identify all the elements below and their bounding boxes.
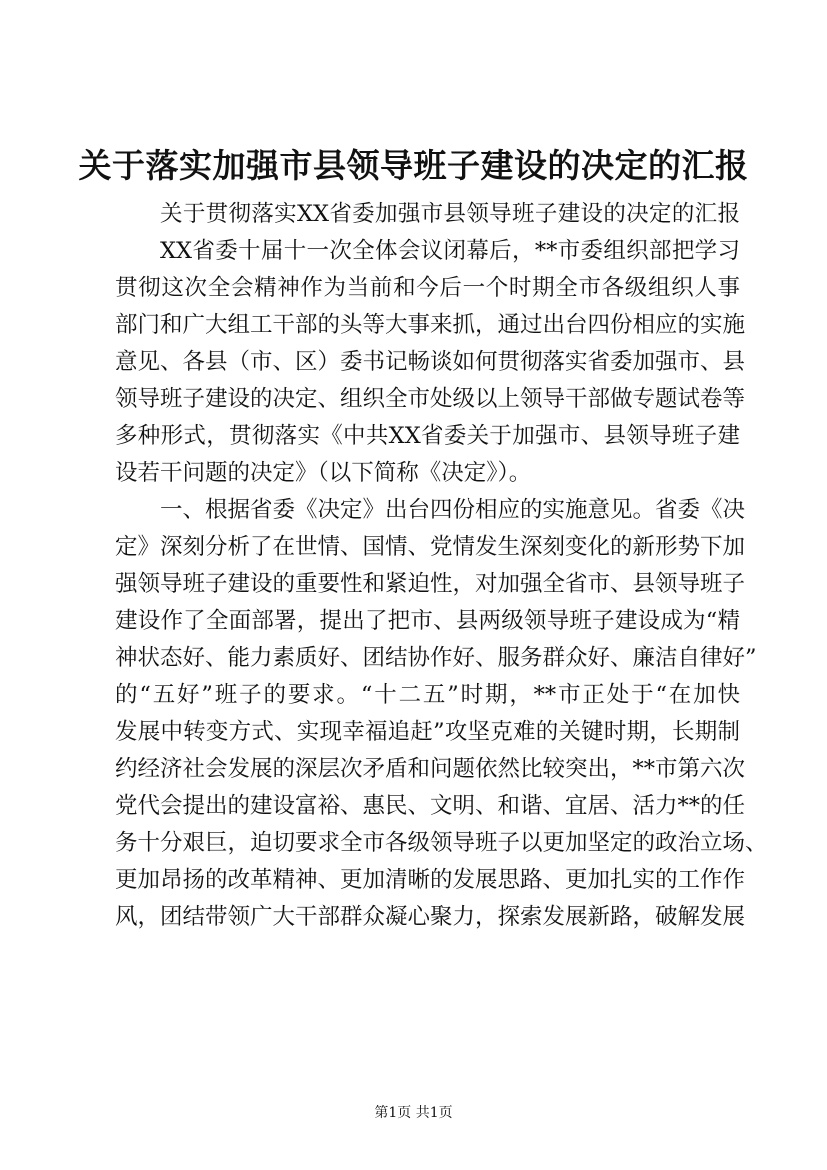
body-line: 领导班子建设的决定、组织全市处级以上领导干部做专题试卷等	[115, 386, 746, 412]
body-line: 关于贯彻落实XX省委加强市县领导班子建设的决定的汇报	[160, 201, 740, 227]
body-line: 设若干问题的决定》（以下简称《决定》）。	[115, 460, 532, 486]
body-line: 发展中转变方式、实现幸福追赶”攻坚克难的关键时期，长期制	[115, 719, 740, 745]
body-line: 定》深刻分析了在世情、国情、党情发生深刻变化的新形势下加	[115, 534, 746, 560]
document-title: 关于落实加强市县领导班子建设的决定的汇报	[78, 146, 749, 185]
body-line: 更加昂扬的改革精神、更加清晰的发展思路、更加扎实的工作作	[115, 867, 746, 893]
body-line: 约经济社会发展的深层次矛盾和问题依然比较突出，**市第六次	[115, 756, 746, 782]
body-line: 贯彻这次全会精神作为当前和今后一个时期全市各级组织人事	[115, 275, 740, 301]
body-line: 建设作了全面部署，提出了把市、县两级领导班子建设成为“精	[115, 608, 740, 634]
body-line: 强领导班子建设的重要性和紧迫性，对加强全省市、县领导班子	[115, 571, 746, 597]
body-line: 的“五好”班子的要求。“十二五”时期，**市正处于“在加快	[115, 682, 740, 708]
body-line: 党代会提出的建设富裕、惠民、文明、和谐、宜居、活力**的任	[115, 793, 746, 819]
body-line: 意见、各县（市、区）委书记畅谈如何贯彻落实省委加强市、县	[115, 349, 746, 375]
page-footer: 第1页 共1页	[374, 1105, 453, 1121]
body-line: XX省委十届十一次全体会议闭幕后，**市委组织部把学习	[160, 238, 740, 264]
body-line: 多种形式，贯彻落实《中共XX省委关于加强市、县领导班子建	[115, 423, 740, 449]
body-line: 务十分艰巨，迫切要求全市各级领导班子以更加坚定的政治立场、	[115, 830, 768, 856]
body-line: 神状态好、能力素质好、团结协作好、服务群众好、廉洁自律好”	[115, 645, 757, 671]
body-line: 一、根据省委《决定》出台四份相应的实施意见。省委《决	[160, 497, 746, 523]
body-line: 风，团结带领广大干部群众凝心聚力，探索发展新路，破解发展	[115, 904, 746, 930]
body-line: 部门和广大组工干部的头等大事来抓，通过出台四份相应的实施	[115, 312, 746, 338]
document-body	[115, 196, 768, 936]
